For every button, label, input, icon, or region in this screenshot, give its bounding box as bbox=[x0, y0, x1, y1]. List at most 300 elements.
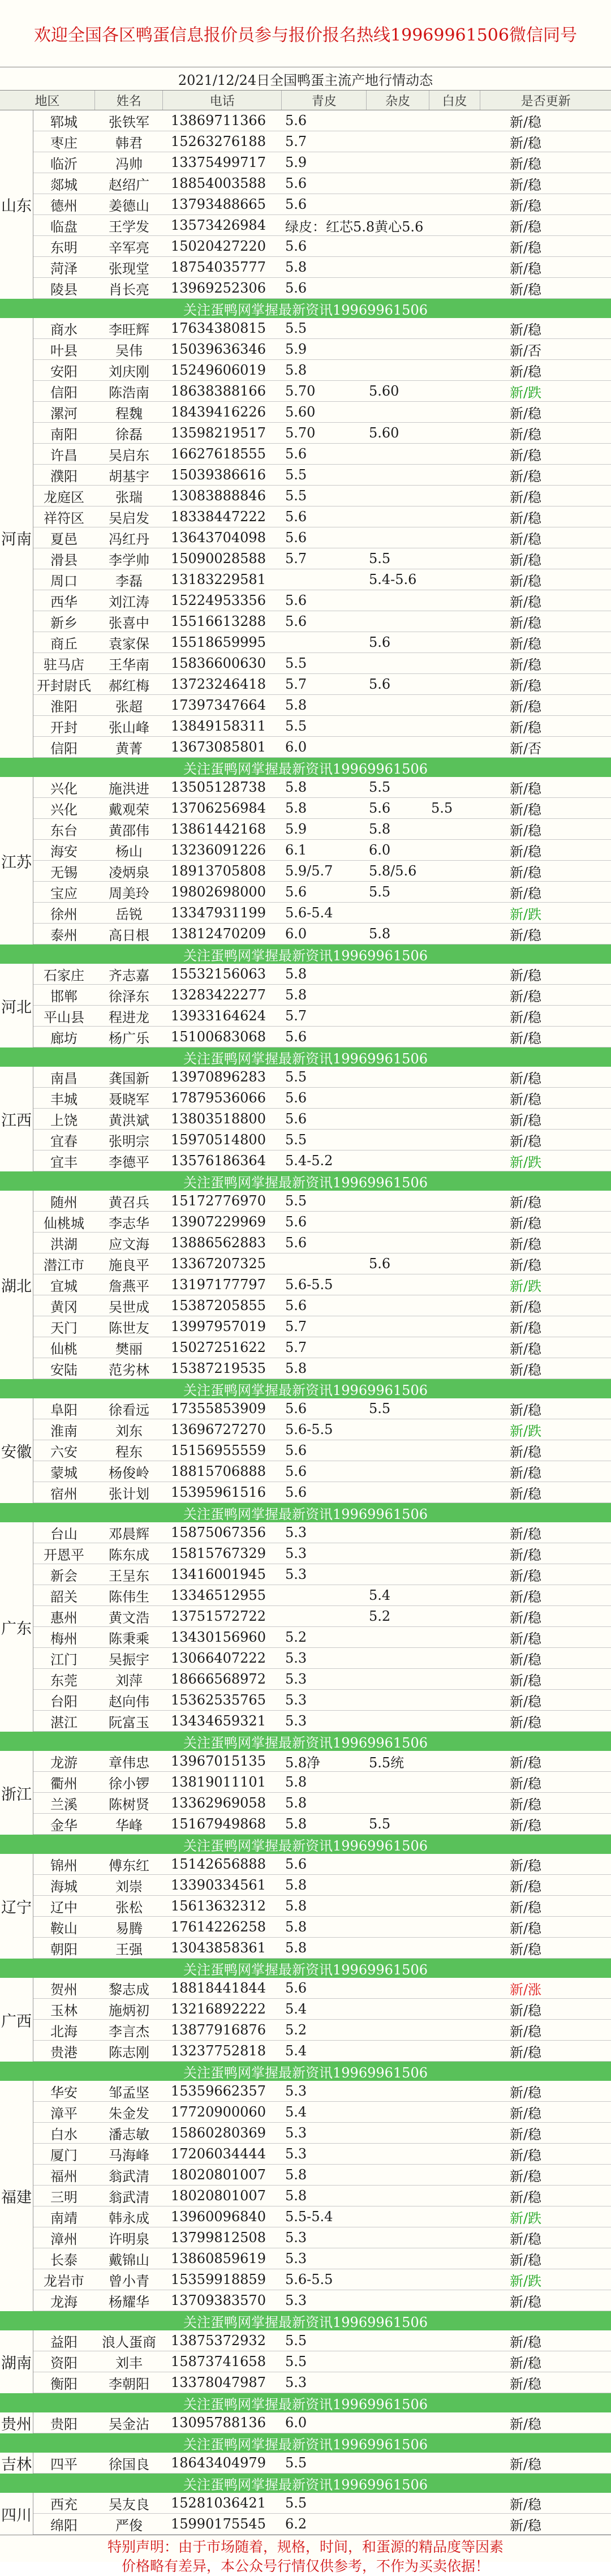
cell-status: 新/稳 bbox=[509, 447, 542, 463]
header-region: 地区 bbox=[0, 91, 95, 110]
cell-name: 黄洪斌 bbox=[109, 1112, 149, 1128]
cell-phone: 18815706888 bbox=[171, 1463, 266, 1479]
cell-qing: 5.6-5.5 bbox=[285, 2272, 333, 2287]
cell-status: 新/稳 bbox=[509, 615, 542, 631]
cell-phone: 15281036421 bbox=[171, 2495, 266, 2511]
cell-name: 刘萍 bbox=[115, 1672, 143, 1689]
cell-name: 邹孟坚 bbox=[109, 2084, 149, 2101]
cell-name: 徐磊 bbox=[115, 426, 143, 443]
table-row bbox=[33, 381, 611, 402]
cell-name: 聂晓军 bbox=[109, 1091, 149, 1107]
region-section bbox=[0, 2493, 611, 2535]
cell-area: 衡阳 bbox=[50, 2376, 78, 2392]
cell-phone: 16627618555 bbox=[171, 446, 266, 462]
region-rows bbox=[33, 1398, 611, 1503]
cell-status: 新/稳 bbox=[509, 2044, 542, 2060]
cell-status: 新/稳 bbox=[509, 1568, 542, 1584]
cell-qing: 6.0 bbox=[285, 926, 307, 942]
cell-qing: 5.8 bbox=[285, 362, 307, 378]
cell-status: 新/稳 bbox=[509, 552, 542, 568]
table-row bbox=[33, 2041, 611, 2062]
table-row bbox=[33, 236, 611, 257]
cell-name: 曾小青 bbox=[109, 2273, 149, 2289]
cell-area: 台山 bbox=[50, 1526, 78, 1542]
cell-area: 石家庄 bbox=[44, 967, 84, 984]
region-rows bbox=[33, 1978, 611, 2062]
cell-phone: 15039386616 bbox=[171, 467, 266, 483]
cell-area: 南昌 bbox=[50, 1070, 78, 1087]
cell-area: 三明 bbox=[50, 2189, 78, 2205]
cell-area: 淮南 bbox=[50, 1423, 78, 1439]
cell-phone: 13861442168 bbox=[171, 821, 266, 837]
cell-status: 新/稳 bbox=[509, 1486, 542, 1502]
cell-area: 贵阳 bbox=[50, 2416, 78, 2432]
table-row bbox=[33, 278, 611, 299]
cell-area: 东明 bbox=[50, 239, 78, 256]
cell-status: 新/稳 bbox=[509, 2376, 542, 2392]
region-label: 山东 bbox=[0, 110, 33, 299]
cell-area: 洪湖 bbox=[50, 1236, 78, 1252]
cell-phone: 17397347664 bbox=[171, 697, 266, 713]
cell-phone: 13706256984 bbox=[171, 800, 266, 816]
cell-phone: 15387219535 bbox=[171, 1360, 266, 1376]
table-row bbox=[33, 2248, 611, 2269]
cell-phone: 13576186364 bbox=[171, 1153, 266, 1169]
table-row bbox=[33, 1938, 611, 1959]
table-row bbox=[33, 548, 611, 569]
cell-phone: 13723246418 bbox=[171, 676, 266, 692]
table-row bbox=[33, 215, 611, 236]
cell-status: 新/稳 bbox=[509, 1112, 542, 1128]
cell-area: 贺州 bbox=[50, 1981, 78, 1998]
cell-name: 吴友良 bbox=[109, 2496, 149, 2513]
cell-status: 新/稳 bbox=[509, 198, 542, 214]
cell-name: 张喜中 bbox=[109, 615, 149, 631]
cell-area: 天门 bbox=[50, 1320, 78, 1336]
cell-area: 龙海 bbox=[50, 2294, 78, 2310]
cell-qing: 5.5 bbox=[285, 2354, 307, 2369]
cell-status: 新/稳 bbox=[509, 1133, 542, 1149]
cell-name: 黄菁 bbox=[115, 740, 143, 757]
cell-phone: 13183229581 bbox=[171, 572, 266, 587]
cell-name: 胡基宇 bbox=[109, 468, 149, 484]
cell-phone: 13875372932 bbox=[171, 2333, 266, 2349]
cell-qing: 5.6 bbox=[285, 1463, 307, 1479]
table-row bbox=[33, 257, 611, 278]
header-qing: 青皮 bbox=[282, 91, 367, 110]
cell-name: 张明宗 bbox=[109, 1133, 149, 1149]
cell-qing: 5.5 bbox=[285, 320, 307, 336]
cell-area: 华安 bbox=[50, 2084, 78, 2101]
cell-status: 新/否 bbox=[509, 342, 542, 359]
cell-status: 新/跌 bbox=[509, 1278, 542, 1294]
cell-name: 应文海 bbox=[109, 1236, 149, 1252]
table-row bbox=[33, 861, 611, 882]
cell-area: 菏泽 bbox=[50, 260, 78, 277]
cell-name: 刘庆刚 bbox=[109, 363, 149, 380]
cell-za: 5.5统 bbox=[369, 1754, 405, 1771]
table-row bbox=[33, 903, 611, 924]
region-label: 河北 bbox=[0, 964, 33, 1047]
cell-qing: 5.8 bbox=[285, 987, 307, 1003]
cell-phone: 15100683068 bbox=[171, 1029, 266, 1045]
table-row bbox=[33, 2351, 611, 2372]
cell-phone: 17879536066 bbox=[171, 1090, 266, 1106]
table-row bbox=[33, 339, 611, 360]
cell-name: 施炳初 bbox=[109, 2002, 149, 2019]
cell-status: 新/稳 bbox=[509, 2355, 542, 2371]
cell-qing: 5.3 bbox=[285, 2146, 307, 2162]
cell-phone: 18754035777 bbox=[171, 259, 266, 275]
cell-phone: 13812470209 bbox=[171, 926, 266, 942]
cell-status: 新/稳 bbox=[509, 719, 542, 736]
cell-qing: 5.3 bbox=[285, 2125, 307, 2141]
table-row bbox=[33, 2372, 611, 2393]
cell-phone: 13877916876 bbox=[171, 2022, 266, 2038]
cell-qing: 5.5 bbox=[285, 718, 307, 734]
cell-za: 5.60 bbox=[369, 425, 399, 441]
table-row bbox=[33, 1482, 611, 1503]
cell-status: 新/稳 bbox=[509, 177, 542, 193]
cell-area: 开封尉氏 bbox=[37, 677, 91, 694]
cell-name: 詹燕平 bbox=[109, 1278, 149, 1294]
cell-qing: 5.5 bbox=[285, 2455, 307, 2471]
cell-status: 新/稳 bbox=[509, 2294, 542, 2310]
cell-phone: 15970514800 bbox=[171, 1132, 266, 1148]
table-row bbox=[33, 653, 611, 674]
cell-area: 龙游 bbox=[50, 1754, 78, 1771]
cell-phone: 17206034444 bbox=[171, 2146, 266, 2162]
cell-phone: 17355853909 bbox=[171, 1401, 266, 1416]
cell-phone: 13378047987 bbox=[171, 2375, 266, 2390]
region-rows bbox=[33, 2412, 611, 2433]
table-row bbox=[33, 152, 611, 173]
cell-phone: 15516613288 bbox=[171, 613, 266, 629]
cell-name: 傅东红 bbox=[109, 1857, 149, 1874]
cell-phone: 15836600630 bbox=[171, 655, 266, 671]
cell-qing: 5.8 bbox=[285, 966, 307, 982]
region-section bbox=[0, 1854, 611, 1959]
cell-phone: 13573426984 bbox=[171, 217, 266, 233]
cell-name: 朱金发 bbox=[109, 2105, 149, 2122]
table-row bbox=[33, 2412, 611, 2433]
cell-area: 丰城 bbox=[50, 1091, 78, 1107]
table-row bbox=[33, 1109, 611, 1130]
cell-name: 张计划 bbox=[109, 1486, 149, 1502]
cell-qing: 5.70 bbox=[285, 383, 316, 399]
page-headline: 欢迎全国各区鸭蛋信息报价员参与报价报名热线19969961506微信同号 bbox=[34, 25, 577, 45]
cell-area: 开恩平 bbox=[44, 1547, 84, 1563]
cell-za: 5.8 bbox=[369, 821, 391, 837]
cell-phone: 13216892222 bbox=[171, 2001, 266, 2017]
cell-status: 新/稳 bbox=[509, 1299, 542, 1315]
cell-area: 衢州 bbox=[50, 1775, 78, 1792]
region-rows bbox=[33, 2453, 611, 2474]
cell-status: 新/稳 bbox=[509, 1362, 542, 1378]
cell-area: 福州 bbox=[50, 2168, 78, 2184]
cell-name: 许明泉 bbox=[109, 2231, 149, 2247]
cell-qing: 5.4 bbox=[285, 2043, 307, 2059]
cell-status: 新/稳 bbox=[509, 1588, 542, 1605]
table-row bbox=[33, 402, 611, 423]
cell-name: 程进龙 bbox=[109, 1009, 149, 1025]
cell-name: 陈世友 bbox=[109, 1320, 149, 1336]
cell-phone: 13803518800 bbox=[171, 1111, 266, 1127]
cell-status: 新/稳 bbox=[509, 1526, 542, 1542]
cell-name: 杨广乐 bbox=[109, 1030, 149, 1046]
cell-area: 金华 bbox=[50, 1817, 78, 1834]
table-row bbox=[33, 590, 611, 611]
region-section bbox=[0, 1751, 611, 1835]
table-row bbox=[33, 173, 611, 194]
cell-status: 新/跌 bbox=[509, 384, 542, 401]
cell-status: 新/稳 bbox=[509, 2126, 542, 2143]
region-label: 江西 bbox=[0, 1067, 33, 1171]
header-name: 姓名 bbox=[95, 91, 163, 110]
cell-status: 新/稳 bbox=[509, 594, 542, 610]
cell-phone: 13869711366 bbox=[171, 113, 266, 128]
cell-name: 浪人蛋商 bbox=[102, 2334, 156, 2350]
cell-area: 东莞 bbox=[50, 1672, 78, 1689]
cell-qing: 5.8 bbox=[285, 1898, 307, 1914]
cell-phone: 13390334561 bbox=[171, 1877, 266, 1893]
promo-banner: 关注蛋鸭网掌握最新资讯19969961506 bbox=[0, 2062, 611, 2081]
cell-qing: 5.8 bbox=[285, 259, 307, 275]
table-row bbox=[33, 840, 611, 861]
cell-status: 新/稳 bbox=[509, 1651, 542, 1668]
cell-phone: 18439416226 bbox=[171, 404, 266, 420]
table-row bbox=[33, 110, 611, 131]
cell-area: 兴化 bbox=[50, 780, 78, 797]
cell-status: 新/稳 bbox=[509, 2147, 542, 2163]
cell-area: 西充 bbox=[50, 2496, 78, 2513]
cell-name: 赵向伟 bbox=[109, 1693, 149, 1710]
cell-name: 徐小锣 bbox=[109, 1775, 149, 1792]
cell-status: 新/稳 bbox=[509, 988, 542, 1004]
cell-area: 徐州 bbox=[50, 906, 78, 922]
cell-name: 吴世成 bbox=[109, 1299, 149, 1315]
cell-phone: 17634380815 bbox=[171, 320, 266, 336]
cell-phone: 13673085801 bbox=[171, 739, 266, 755]
cell-status: 新/稳 bbox=[509, 1030, 542, 1046]
region-label: 河南 bbox=[0, 318, 33, 758]
table-row bbox=[33, 1398, 611, 1419]
cell-qing: 5.6 bbox=[285, 1442, 307, 1458]
cell-phone: 18854003588 bbox=[171, 175, 266, 191]
cell-za: 5.5 bbox=[369, 551, 391, 566]
table-row bbox=[33, 506, 611, 527]
promo-banner: 关注蛋鸭网掌握最新资讯19969961506 bbox=[0, 2433, 611, 2453]
cell-za: 5.6 bbox=[369, 800, 391, 816]
cell-qing: 5.7 bbox=[285, 551, 307, 566]
cell-area: 阜阳 bbox=[50, 1402, 78, 1418]
table-row bbox=[33, 2206, 611, 2227]
cell-area: 鞍山 bbox=[50, 1920, 78, 1937]
cell-phone: 18913705808 bbox=[171, 863, 266, 879]
cell-qing: 5.6 bbox=[285, 884, 307, 900]
cell-name: 马海峰 bbox=[109, 2147, 149, 2163]
cell-name: 李言杰 bbox=[109, 2023, 149, 2040]
cell-phone: 18643404979 bbox=[171, 2455, 266, 2471]
cell-phone: 13751572722 bbox=[171, 1608, 266, 1624]
cell-area: 江门 bbox=[50, 1651, 78, 1668]
cell-name: 吴启发 bbox=[109, 510, 149, 526]
cell-name: 吴伟 bbox=[115, 342, 143, 359]
table-row bbox=[33, 527, 611, 548]
cell-phone: 13969252306 bbox=[171, 280, 266, 296]
region-section bbox=[0, 318, 611, 758]
cell-name: 程魏 bbox=[115, 405, 143, 422]
table-title: 2021/12/24日全国鸭蛋主流产地行情动态 bbox=[0, 67, 611, 91]
cell-name: 韩永成 bbox=[109, 2210, 149, 2226]
cell-za: 5.5 bbox=[369, 1401, 391, 1416]
header-za: 杂皮 bbox=[367, 91, 429, 110]
table-row bbox=[33, 194, 611, 215]
region-rows bbox=[33, 777, 611, 944]
cell-name: 龚国新 bbox=[109, 1070, 149, 1087]
cell-area: 仙桃 bbox=[50, 1341, 78, 1357]
table-row bbox=[33, 632, 611, 653]
cell-area: 德州 bbox=[50, 198, 78, 214]
cell-name: 黄文浩 bbox=[109, 1609, 149, 1626]
cell-phone: 15167949868 bbox=[171, 1816, 266, 1832]
table-row bbox=[33, 2330, 611, 2351]
cell-area: 长泰 bbox=[50, 2252, 78, 2268]
cell-qing: 5.3 bbox=[285, 1545, 307, 1561]
table-row bbox=[33, 716, 611, 737]
cell-qing: 5.5-5.4 bbox=[285, 2209, 333, 2225]
cell-qing: 5.6 bbox=[285, 1235, 307, 1251]
cell-phone: 13367207325 bbox=[171, 1256, 266, 1272]
cell-phone: 13643704098 bbox=[171, 530, 266, 546]
cell-status: 新/稳 bbox=[509, 1070, 542, 1087]
table-row bbox=[33, 131, 611, 152]
cell-name: 章伟忠 bbox=[109, 1754, 149, 1771]
cell-status: 新/稳 bbox=[509, 2416, 542, 2432]
cell-qing: 5.7 bbox=[285, 134, 307, 149]
cell-area: 辽中 bbox=[50, 1899, 78, 1916]
cell-status: 新/稳 bbox=[509, 321, 542, 338]
cell-name: 李志华 bbox=[109, 1215, 149, 1231]
cell-name: 赵绍广 bbox=[109, 177, 149, 193]
promo-banner: 关注蛋鸭网掌握最新资讯19969961506 bbox=[0, 1959, 611, 1978]
cell-qing: 5.6 bbox=[285, 1298, 307, 1313]
region-label: 辽宁 bbox=[0, 1854, 33, 1959]
cell-area: 宜春 bbox=[50, 1133, 78, 1149]
cell-status: 新/稳 bbox=[509, 218, 542, 235]
cell-area: 龙庭区 bbox=[44, 489, 84, 505]
cell-name: 徐泽东 bbox=[109, 988, 149, 1004]
cell-phone: 15172776970 bbox=[171, 1193, 266, 1209]
cell-area: 宜城 bbox=[50, 1278, 78, 1294]
cell-qing: 5.70 bbox=[285, 425, 316, 441]
region-label: 湖南 bbox=[0, 2330, 33, 2393]
cell-qing: 5.3 bbox=[285, 1671, 307, 1687]
cell-area: 黄冈 bbox=[50, 1299, 78, 1315]
table-row bbox=[33, 1088, 611, 1109]
cell-phone: 13095788136 bbox=[171, 2415, 266, 2431]
cell-za: 5.4-5.6 bbox=[369, 572, 417, 587]
table-row bbox=[33, 2227, 611, 2248]
cell-phone: 15263276188 bbox=[171, 134, 266, 149]
cell-status: 新/稳 bbox=[509, 239, 542, 256]
cell-area: 安陆 bbox=[50, 1362, 78, 1378]
cell-name: 杨山 bbox=[115, 843, 143, 860]
cell-name: 范劣林 bbox=[109, 1362, 149, 1378]
cell-area: 信阳 bbox=[50, 740, 78, 757]
cell-za: 5.60 bbox=[369, 383, 399, 399]
cell-name: 王强 bbox=[115, 1941, 143, 1957]
cell-name: 黄邵伟 bbox=[109, 822, 149, 839]
cell-status: 新/稳 bbox=[509, 1693, 542, 1710]
cell-name: 王学发 bbox=[109, 218, 149, 235]
cell-phone: 15156955559 bbox=[171, 1442, 266, 1458]
region-section bbox=[0, 1522, 611, 1732]
cell-qing: 5.6 bbox=[285, 1484, 307, 1500]
table-row bbox=[33, 1150, 611, 1171]
cell-status: 新/稳 bbox=[509, 1341, 542, 1357]
cell-qing: 5.4 bbox=[285, 2001, 307, 2017]
region-section bbox=[0, 2453, 611, 2474]
region-label: 湖北 bbox=[0, 1191, 33, 1379]
cell-phone: 13346512955 bbox=[171, 1587, 266, 1603]
cell-name: 樊丽 bbox=[115, 1341, 143, 1357]
promo-banner: 关注蛋鸭网掌握最新资讯19969961506 bbox=[0, 2393, 611, 2412]
cell-phone: 18020801007 bbox=[171, 2167, 266, 2183]
cell-phone: 15815767329 bbox=[171, 1545, 266, 1561]
cell-area: 梅州 bbox=[50, 1630, 78, 1647]
table-row bbox=[33, 2269, 611, 2290]
cell-qing: 5.6 bbox=[285, 1856, 307, 1872]
cell-qing: 5.6 bbox=[285, 113, 307, 128]
cell-qing: 5.5 bbox=[285, 655, 307, 671]
cell-area: 驻马店 bbox=[44, 656, 84, 673]
cell-area: 安阳 bbox=[50, 363, 78, 380]
region-section bbox=[0, 1978, 611, 2062]
cell-qing: 5.6 bbox=[285, 280, 307, 296]
cell-qing: 5.7 bbox=[285, 1008, 307, 1024]
cell-name: 岳锐 bbox=[115, 906, 143, 922]
cell-name: 辛军亮 bbox=[109, 239, 149, 256]
cell-area: 临盘 bbox=[50, 218, 78, 235]
cell-qing: 5.6 bbox=[285, 1029, 307, 1045]
cell-status: 新/稳 bbox=[509, 2189, 542, 2205]
table-row bbox=[33, 1999, 611, 2020]
table-row bbox=[33, 486, 611, 506]
promo-banner: 关注蛋鸭网掌握最新资讯19969961506 bbox=[0, 758, 611, 777]
cell-qing: 5.8 bbox=[285, 1877, 307, 1893]
region-rows bbox=[33, 1854, 611, 1959]
table-row bbox=[33, 1522, 611, 1543]
cell-phone: 13997957019 bbox=[171, 1319, 266, 1334]
cell-status: 新/稳 bbox=[509, 843, 542, 860]
region-label: 浙江 bbox=[0, 1751, 33, 1835]
table-row bbox=[33, 1067, 611, 1088]
cell-phone: 13197177797 bbox=[171, 1277, 266, 1293]
cell-name: 翁武清 bbox=[109, 2168, 149, 2184]
cell-qing: 5.6-5.4 bbox=[285, 905, 333, 921]
cell-name: 姜德山 bbox=[109, 198, 149, 214]
cell-phone: 13709383570 bbox=[171, 2292, 266, 2308]
promo-banner: 关注蛋鸭网掌握最新资讯19969961506 bbox=[0, 1171, 611, 1191]
region-rows bbox=[33, 1751, 611, 1835]
cell-phone: 15224953356 bbox=[171, 593, 266, 608]
cell-qing: 5.8 bbox=[285, 779, 307, 795]
table-row bbox=[33, 1648, 611, 1669]
header-bai: 白皮 bbox=[429, 91, 481, 110]
cell-name: 徐看远 bbox=[109, 1402, 149, 1418]
cell-area: 湛江 bbox=[50, 1714, 78, 1731]
